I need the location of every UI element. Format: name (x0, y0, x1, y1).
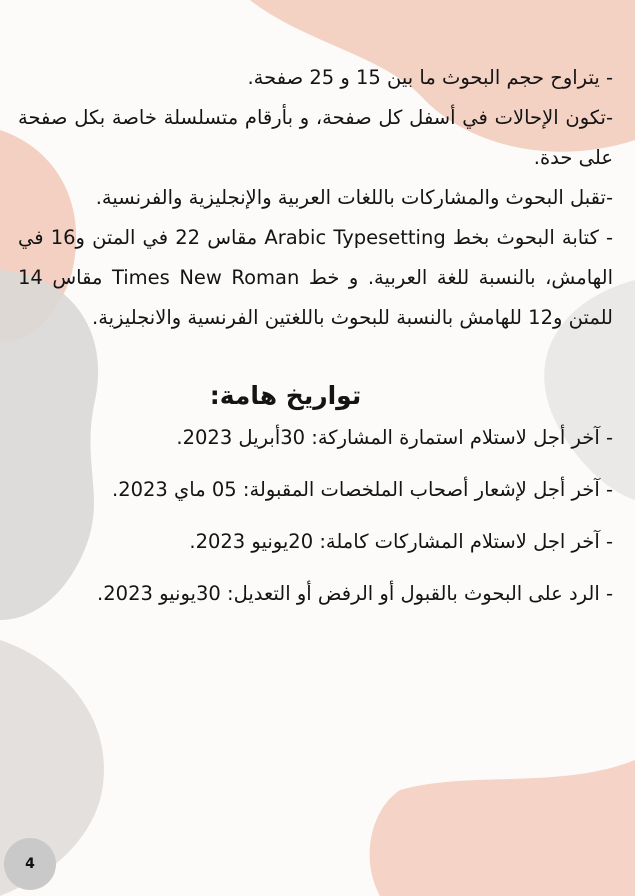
requirement-size: - يتراوح حجم البحوث ما بين 15 و 25 صفحة. (247, 66, 613, 89)
dates-heading: تواريخ هامة: (209, 381, 362, 410)
requirement-footnotes: -تكون الإحالات في أسفل كل صفحة، و بأرقام متسلسلة خاصة بكل صفحة على حدة. (18, 106, 613, 169)
document-body (18, 58, 613, 626)
date-item-review-response: - الرد على البحوث بالقبول أو الرفض أو التعديل: 30يونيو 2023. (97, 582, 613, 605)
date-item-notification: - آخر أجل لإشعار أصحاب الملخصات المقبولة: 05 ماي 2023. (111, 478, 613, 501)
date-item-full-papers: - آخر اجل لاستلام المشاركات كاملة: 20يونيو 2023. (189, 530, 613, 553)
page-number-badge (4, 838, 56, 890)
requirement-languages: -تقبل البحوث والمشاركات باللغات العربية والإنجليزية والفرنسية. (95, 186, 613, 209)
date-item-registration: - آخر أجل لاستلام استمارة المشاركة: 30أبريل 2023. (176, 426, 613, 449)
dates-list (18, 418, 613, 614)
requirement-fonts: - كتابة البحوث بخط Arabic Typesetting مقاس 22 في المتن و16 في الهامش، بالنسبة للغة العربية. و خط Times New Roman مقاس 14 للمتن و12 للهامش بالنسبة للبحوث باللغتين الفرنسية والانجليزية. (18, 226, 614, 329)
page-number: 4 (25, 856, 35, 872)
peach-shape-bottom-right (370, 760, 635, 896)
